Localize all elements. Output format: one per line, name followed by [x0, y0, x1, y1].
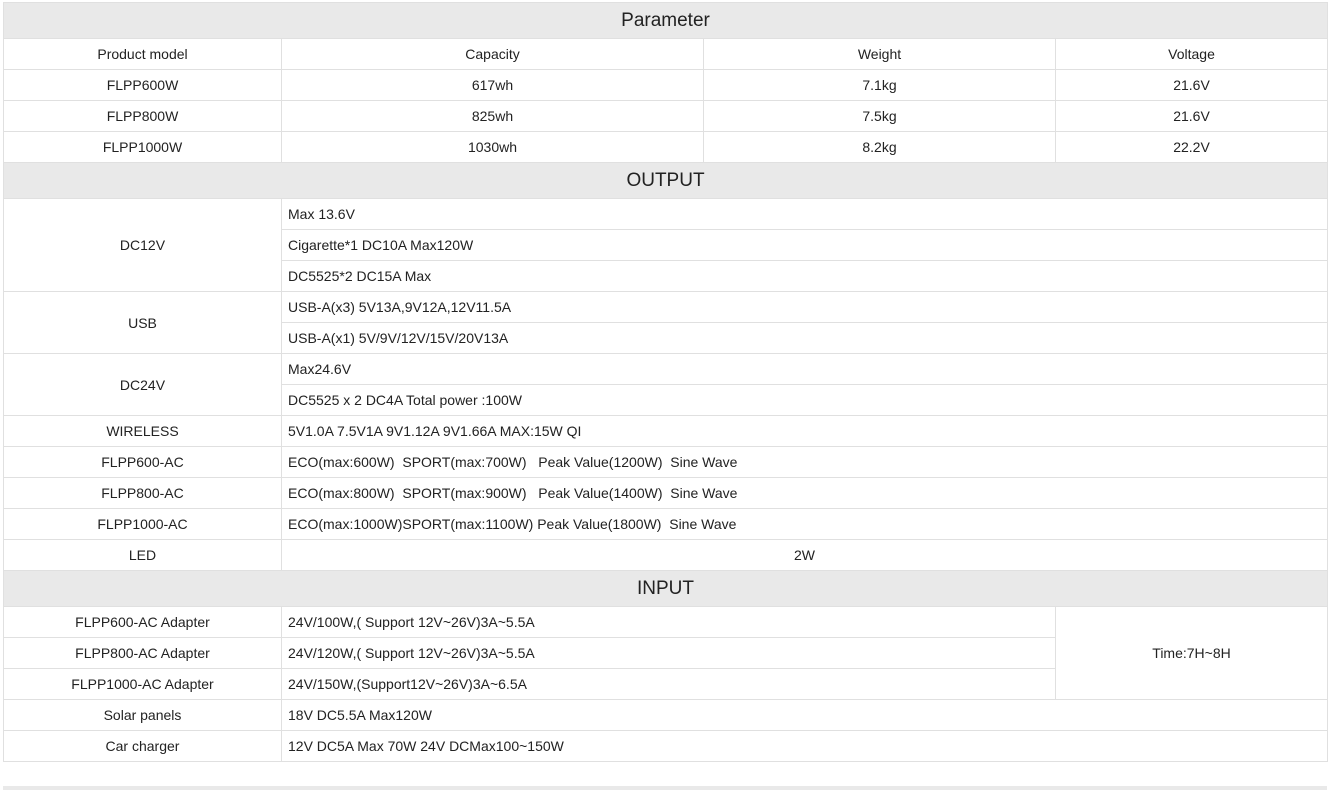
column-header: Capacity — [282, 39, 704, 70]
table-row — [4, 700, 1328, 731]
table-row — [4, 509, 1328, 540]
table-cell: FLPP800W — [4, 101, 282, 132]
table-cell: 7.5kg — [704, 101, 1056, 132]
section-title: Parameter — [4, 3, 1328, 39]
input-section-header — [4, 571, 1328, 607]
table-cell: USB-A(x3) 5V13A,9V12A,12V11.5A — [282, 292, 1328, 323]
table-cell: ECO(max:1000W)SPORT(max:1100W) Peak Value(1800W) Sine Wave — [282, 509, 1328, 540]
table-row — [4, 70, 1328, 101]
row-label-led: LED — [4, 540, 282, 571]
table-row — [4, 540, 1328, 571]
charge-time-cell: Time:7H~8H — [1056, 607, 1328, 700]
table-cell: ECO(max:800W) SPORT(max:900W) Peak Value(1400W) Sine Wave — [282, 478, 1328, 509]
row-label-flpp1000-ac: FLPP1000-AC — [4, 509, 282, 540]
row-label-adapter: FLPP600-AC Adapter — [4, 607, 282, 638]
table-row — [4, 292, 1328, 323]
table-row — [4, 101, 1328, 132]
table-cell: FLPP600W — [4, 70, 282, 101]
parameter-header-row — [4, 39, 1328, 70]
table-row — [4, 132, 1328, 163]
table-cell: Max24.6V — [282, 354, 1328, 385]
spec-table — [3, 2, 1328, 762]
table-row — [4, 447, 1328, 478]
table-cell: 21.6V — [1056, 101, 1328, 132]
output-section-header — [4, 163, 1328, 199]
table-cell: 18V DC5.5A Max120W — [282, 700, 1328, 731]
bottom-strip — [3, 786, 1327, 790]
table-cell: 1030wh — [282, 132, 704, 163]
parameter-section-header — [4, 3, 1328, 39]
column-header: Voltage — [1056, 39, 1328, 70]
table-cell: 12V DC5A Max 70W 24V DCMax100~150W — [282, 731, 1328, 762]
table-row — [4, 354, 1328, 385]
table-cell: 617wh — [282, 70, 704, 101]
table-row — [4, 607, 1328, 638]
table-cell: USB-A(x1) 5V/9V/12V/15V/20V13A — [282, 323, 1328, 354]
row-label-wireless: WIRELESS — [4, 416, 282, 447]
column-header: Weight — [704, 39, 1056, 70]
table-cell: 5V1.0A 7.5V1A 9V1.12A 9V1.66A MAX:15W QI — [282, 416, 1328, 447]
table-cell: DC5525*2 DC15A Max — [282, 261, 1328, 292]
table-cell: 825wh — [282, 101, 704, 132]
table-cell: 22.2V — [1056, 132, 1328, 163]
table-cell: Cigarette*1 DC10A Max120W — [282, 230, 1328, 261]
table-cell: 2W — [282, 540, 1328, 571]
row-label-adapter: FLPP800-AC Adapter — [4, 638, 282, 669]
table-row — [4, 731, 1328, 762]
table-cell: FLPP1000W — [4, 132, 282, 163]
table-row — [4, 416, 1328, 447]
table-cell: 8.2kg — [704, 132, 1056, 163]
table-cell: 24V/150W,(Support12V~26V)3A~6.5A — [282, 669, 1056, 700]
column-header: Product model — [4, 39, 282, 70]
table-cell: Max 13.6V — [282, 199, 1328, 230]
row-label-dc12v: DC12V — [4, 199, 282, 292]
spec-table-container — [3, 2, 1327, 762]
table-cell: ECO(max:600W) SPORT(max:700W) Peak Value(1200W) Sine Wave — [282, 447, 1328, 478]
table-row — [4, 199, 1328, 230]
table-cell: 24V/120W,( Support 12V~26V)3A~5.5A — [282, 638, 1056, 669]
section-title: OUTPUT — [4, 163, 1328, 199]
table-cell: 7.1kg — [704, 70, 1056, 101]
table-cell: DC5525 x 2 DC4A Total power :100W — [282, 385, 1328, 416]
row-label-adapter: FLPP1000-AC Adapter — [4, 669, 282, 700]
row-label-dc24v: DC24V — [4, 354, 282, 416]
row-label-usb: USB — [4, 292, 282, 354]
table-cell: 24V/100W,( Support 12V~26V)3A~5.5A — [282, 607, 1056, 638]
table-cell: 21.6V — [1056, 70, 1328, 101]
row-label-solar: Solar panels — [4, 700, 282, 731]
row-label-flpp600-ac: FLPP600-AC — [4, 447, 282, 478]
row-label-flpp800-ac: FLPP800-AC — [4, 478, 282, 509]
row-label-car-charger: Car charger — [4, 731, 282, 762]
table-row — [4, 478, 1328, 509]
section-title: INPUT — [4, 571, 1328, 607]
